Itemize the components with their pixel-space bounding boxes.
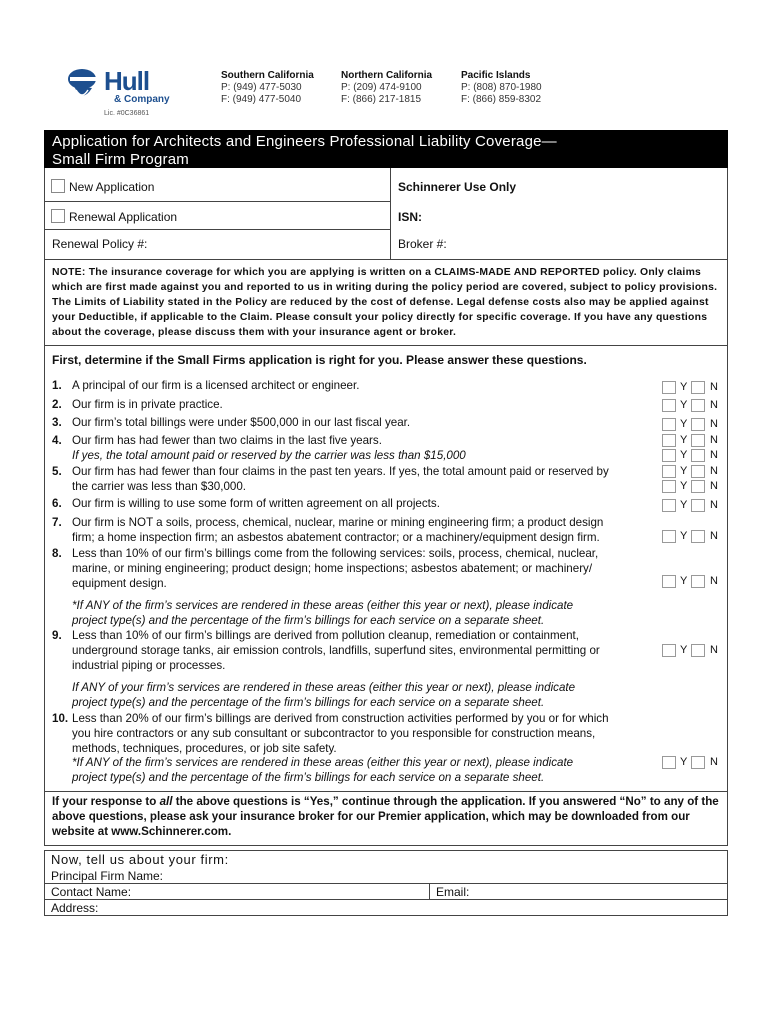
note-line: project type(s) and the percentage of the firm’s billings for each service on a separate sheet. [72, 696, 545, 709]
question-7-yes-no [662, 529, 724, 544]
question-text-cont: methods, techniques, procedures, or job site safety. [72, 742, 337, 755]
renewal-application-checkbox[interactable] [51, 209, 65, 223]
office-southern-california [221, 70, 314, 106]
no-label: N [710, 381, 718, 393]
office-fax: F: (866) 859-8302 [461, 94, 542, 105]
no-label: N [710, 465, 718, 477]
question-3-yes-no [662, 417, 724, 432]
no-checkbox[interactable] [691, 399, 705, 412]
question-number: 6. [52, 497, 62, 510]
office-fax: F: (866) 217-1815 [341, 94, 422, 105]
note-line: If ANY of your firm’s services are rendered in these areas (either this year or next), please indicate [72, 681, 576, 694]
yes-checkbox[interactable] [662, 480, 676, 493]
question-6-yes-no [662, 498, 724, 513]
question-text: Our firm’s total billings were under $500,000 in our last fiscal year. [72, 416, 411, 429]
question-text: Less than 10% of our firm’s billings come from the following services: soils, process, chemical, nuclear, [72, 547, 599, 560]
form-title-line2: Small Firm Program [52, 151, 189, 168]
yes-checkbox[interactable] [662, 418, 676, 431]
note-line: project type(s) and the percentage of the firm’s billings for each service on a separate sheet. [72, 614, 545, 627]
renewal-policy-label: Renewal Policy #: [52, 237, 148, 251]
note-line: *If ANY of the firm’s services are rendered in these areas (either this year or next), please indicate [72, 599, 574, 612]
question-9 [52, 628, 642, 673]
yes-label: Y [680, 530, 688, 542]
office-name: Southern California [221, 70, 314, 81]
conclusion-pre: If your response to [52, 795, 160, 808]
new-application-label: New Application [69, 180, 155, 194]
no-checkbox[interactable] [691, 418, 705, 431]
address-field[interactable]: Address: [51, 901, 99, 915]
note-line: *If ANY of the firm’s services are rendered in these areas (either this year or next), please indicate [72, 756, 574, 769]
yes-checkbox[interactable] [662, 499, 676, 512]
no-label: N [710, 575, 718, 587]
no-label: N [710, 418, 718, 430]
question-text: Less than 10% of our firm’s billings are derived from pollution cleanup, remediation or containment, [72, 629, 579, 642]
question-text-cont: underground storage tanks, air emission controls, landfills, superfund sites, environmental permitting or [72, 644, 600, 657]
new-application-checkbox[interactable] [51, 179, 65, 193]
question-text: Our firm is NOT a soils, process, chemical, nuclear, marine or mining engineering firm; a product design [72, 516, 604, 529]
no-label: N [710, 480, 718, 492]
claims-made-note: NOTE: The insurance coverage for which you are applying is written on a CLAIMS-MADE AND REPORTED policy. Only claims which are first made against you and reported to us in writing during the policy period are covered, subject to policy provisions. The Limits of Liability stated in the Policy are reduced by the cost of defense. Legal defense costs also may be applied against your Deductible, if applicable to the Claim. Please consult your policy directly for specific coverage. If you have any questions about the coverage, please discuss them with your insurance agent or broker. [52, 267, 718, 338]
office-name: Pacific Islands [461, 70, 531, 81]
yes-checkbox[interactable] [662, 465, 676, 478]
question-1-yes-no [662, 380, 724, 395]
license-number: Lic. #0C36861 [104, 110, 150, 117]
divider [44, 883, 728, 884]
office-pacific-islands [461, 70, 542, 106]
yes-checkbox[interactable] [662, 381, 676, 394]
question-number: 3. [52, 416, 62, 429]
yes-checkbox[interactable] [662, 756, 676, 769]
question-subtext: If yes, the total amount paid or reserved by the carrier was less than $15,000 [72, 449, 466, 462]
question-text: Our firm has had fewer than four claims in the past ten years. If yes, the total amount paid or reserved by [72, 465, 609, 478]
divider [390, 168, 391, 260]
question-text: Less than 20% of our firm’s billings are derived from construction activities performed by you or for which [72, 712, 609, 725]
question-5-sub-yes-no [662, 479, 724, 494]
question-4-sub-yes-no [662, 448, 724, 463]
question-number: 7. [52, 516, 62, 529]
question-text: Our firm is in private practice. [72, 398, 223, 411]
letterhead [66, 62, 706, 120]
question-number: 5. [52, 465, 62, 478]
question-8 [52, 546, 642, 591]
no-checkbox[interactable] [691, 530, 705, 543]
no-label: N [710, 434, 718, 446]
question-5 [52, 464, 642, 494]
no-checkbox[interactable] [691, 465, 705, 478]
broker-label: Broker #: [398, 237, 447, 251]
question-text-cont: equipment design. [72, 577, 167, 590]
office-phone: P: (209) 474-9100 [341, 82, 422, 93]
firm-section-heading: Now, tell us about your firm: [51, 852, 229, 867]
question-text-cont: marine, or mining engineering; product design; home inspections; asbestos abatement; or machinery/ [72, 562, 593, 575]
office-northern-california [341, 70, 432, 106]
logo-mark-icon [66, 66, 102, 106]
question-text-cont: industrial piping or processes. [72, 659, 226, 672]
question-10-note [72, 755, 642, 785]
question-1 [52, 378, 642, 393]
office-name: Northern California [341, 70, 433, 81]
principal-firm-name-field[interactable]: Principal Firm Name: [51, 869, 164, 883]
no-label: N [710, 449, 718, 461]
yes-label: Y [680, 399, 688, 411]
yes-label: Y [680, 418, 688, 430]
question-9-note [72, 680, 642, 710]
yes-checkbox[interactable] [662, 434, 676, 447]
question-10-yes-no [662, 755, 724, 770]
question-text: Our firm has had fewer than two claims in the last five years. [72, 434, 382, 447]
note-line: project type(s) and the percentage of the firm’s billings for each service on a separate sheet. [72, 771, 545, 784]
logo-subtitle: & Company [114, 94, 170, 105]
yes-label: Y [680, 480, 688, 492]
schinnerer-use-only-label: Schinnerer Use Only [398, 180, 517, 194]
no-checkbox[interactable] [691, 575, 705, 588]
question-number: 2. [52, 398, 62, 411]
office-phone: P: (949) 477-5030 [221, 82, 302, 93]
company-logo [66, 64, 186, 120]
conclusion-post: the above questions is “Yes,” continue through the application. If you answered “No” to any of the above questions, please ask your insurance broker for our Premier application, which may be downloaded from our website at www.Schinnerer.com. [52, 795, 719, 838]
question-text: Our firm is willing to use some form of written agreement on all projects. [72, 497, 440, 510]
yes-label: Y [680, 644, 688, 656]
form-title [44, 130, 728, 168]
question-text: A principal of our firm is a licensed architect or engineer. [72, 379, 360, 392]
no-label: N [710, 399, 718, 411]
isn-label: ISN: [398, 210, 422, 224]
divider [429, 883, 430, 899]
question-9-yes-no [662, 643, 724, 658]
yes-label: Y [680, 449, 688, 461]
yes-label: Y [680, 575, 688, 587]
divider [44, 229, 391, 230]
question-2 [52, 397, 642, 412]
office-phone: P: (808) 870-1980 [461, 82, 542, 93]
question-number: 9. [52, 629, 62, 642]
question-4 [52, 433, 642, 463]
question-7 [52, 515, 642, 545]
yes-checkbox[interactable] [662, 399, 676, 412]
yes-label: Y [680, 499, 688, 511]
question-5-yes-no [662, 464, 724, 479]
question-6 [52, 496, 642, 511]
yes-checkbox[interactable] [662, 575, 676, 588]
question-number: 10. [52, 712, 69, 725]
logo-name: Hull [104, 66, 150, 96]
question-number: 1. [52, 379, 62, 392]
yes-checkbox[interactable] [662, 644, 676, 657]
question-2-yes-no [662, 398, 724, 413]
no-checkbox[interactable] [691, 756, 705, 769]
no-label: N [710, 530, 718, 542]
question-text-cont: you hire contractors or any sub consultant or subcontractor to you responsible for construction means, [72, 727, 596, 740]
question-text-cont: the carrier was less than $30,000. [72, 480, 247, 493]
question-8-note [72, 598, 642, 628]
conclusion-text [52, 794, 724, 839]
question-number: 8. [52, 547, 62, 560]
form-title-line1: Application for Architects and Engineers Professional Liability Coverage— [52, 133, 557, 150]
renewal-application-label: Renewal Application [69, 210, 178, 224]
yes-checkbox[interactable] [662, 530, 676, 543]
yes-label: Y [680, 381, 688, 393]
no-checkbox[interactable] [691, 381, 705, 394]
question-8-yes-no [662, 574, 724, 589]
questions-heading: First, determine if the Small Firms application is right for you. Please answer these questions. [52, 353, 587, 367]
contact-name-field[interactable]: Contact Name: [51, 885, 132, 899]
question-number: 4. [52, 434, 62, 447]
yes-label: Y [680, 756, 688, 768]
office-fax: F: (949) 477-5040 [221, 94, 302, 105]
no-checkbox[interactable] [691, 434, 705, 447]
yes-label: Y [680, 434, 688, 446]
yes-checkbox[interactable] [662, 449, 676, 462]
email-field[interactable]: Email: [436, 885, 470, 899]
yes-label: Y [680, 465, 688, 477]
divider [44, 201, 391, 202]
no-checkbox[interactable] [691, 499, 705, 512]
no-checkbox[interactable] [691, 644, 705, 657]
no-label: N [710, 756, 718, 768]
divider [44, 899, 728, 900]
no-checkbox[interactable] [691, 480, 705, 493]
question-10 [52, 711, 642, 756]
question-text-cont: firm; a home inspection firm; an asbestos abatement contractor; or a machinery/equipment design firm. [72, 531, 600, 544]
no-checkbox[interactable] [691, 449, 705, 462]
no-label: N [710, 644, 718, 656]
question-3 [52, 415, 642, 430]
conclusion-emphasis: all [159, 795, 173, 808]
no-label: N [710, 499, 718, 511]
question-4-yes-no [662, 433, 724, 448]
